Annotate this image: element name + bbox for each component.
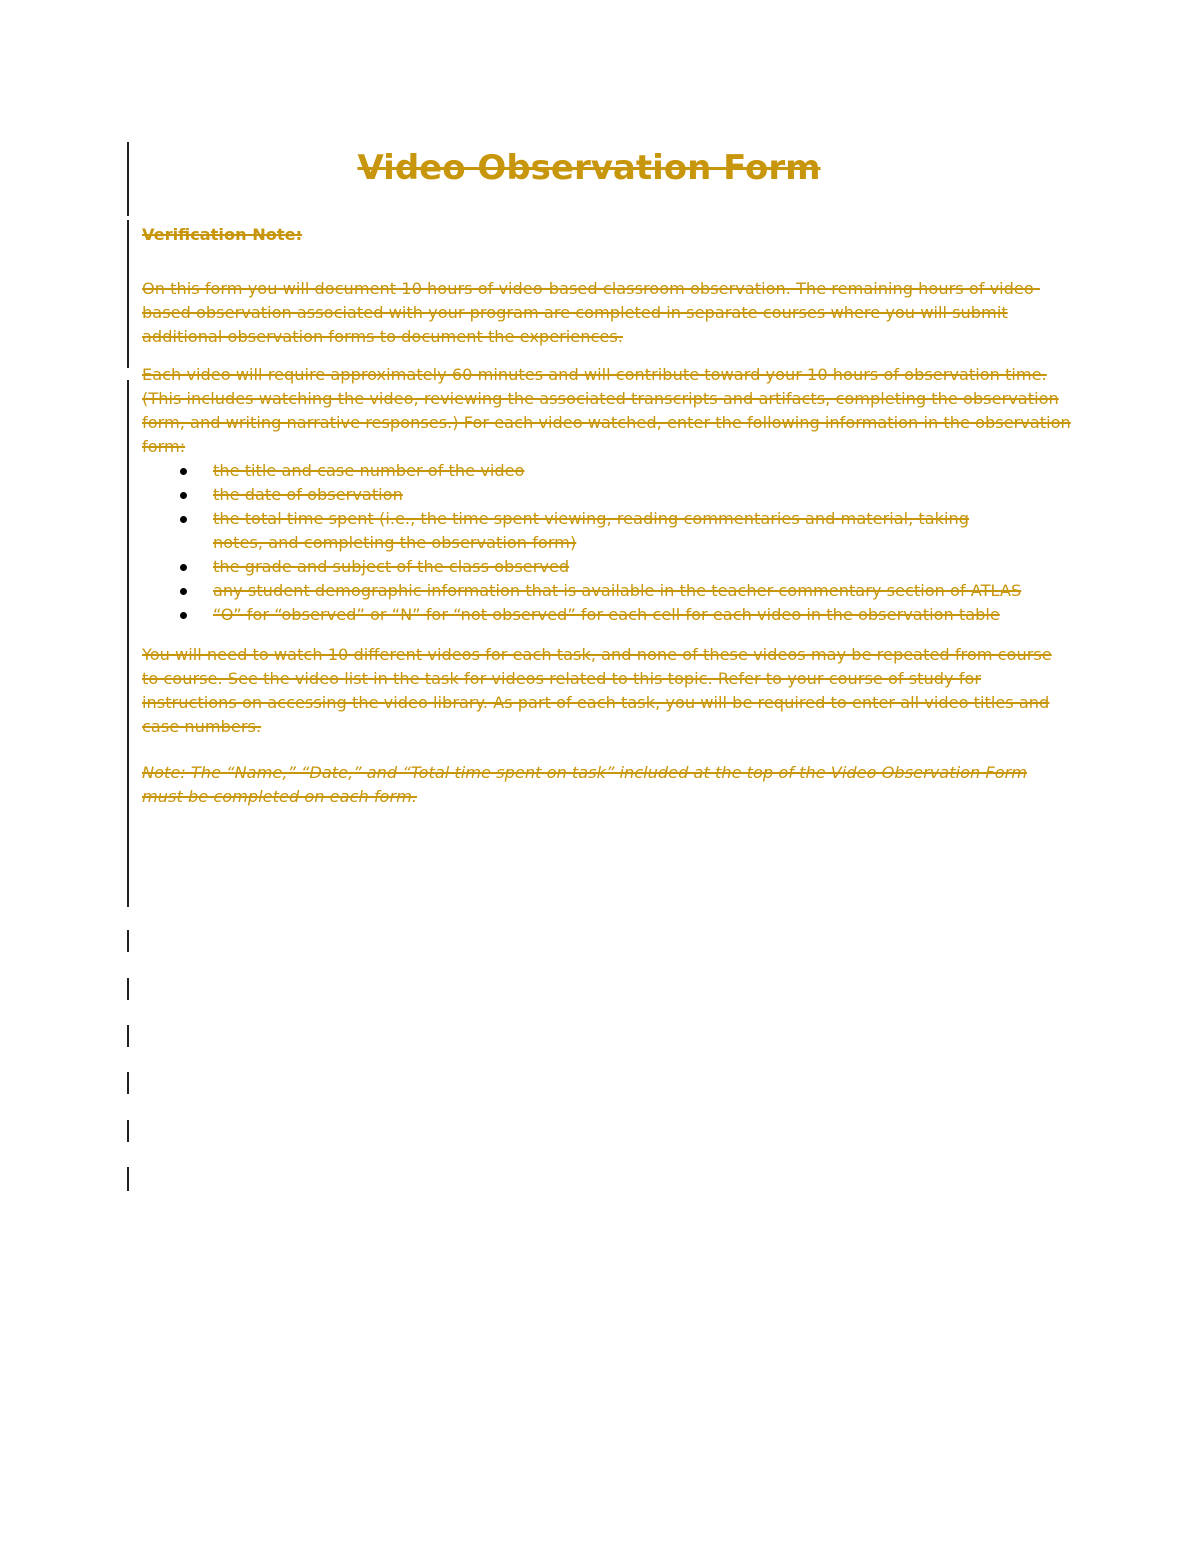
intro-paragraph: On this form you will document 10 hours of video-based classroom observation. The remaining hours of video-based observation associated with your program are completed in separate courses where you will submit additional observation forms to document the experiences. [142,279,1040,346]
verification-note-label: Verification Note: [142,225,303,244]
change-bar [127,220,129,368]
form-note-paragraph: Note: The “Name,” “Date,” and “Total time spent on task” included at the top of the Video Observation Form must be completed on each form. [142,763,1028,806]
page-title: Video Observation Form [357,148,821,188]
list-item-text: the total time spent (i.e., the time spent viewing, reading commentaries and material, taking notes, and completing the observation form) [213,509,970,552]
list-item-text: the date of observation [213,485,403,504]
list-item-text: any student demographic information that is available in the teacher commentary section of ATLAS [213,581,1022,600]
bullet-icon [180,516,187,523]
change-bar [127,1072,129,1094]
change-bar [127,930,129,952]
bullet-icon [180,564,187,571]
change-bar [127,380,129,907]
list-item [142,579,1072,603]
list-item-text: “O” for “observed” or “N” for “not observed” for each cell for each video in the observation table [213,605,1000,624]
list-item-text: the title and case number of the video [213,461,525,480]
each-video-paragraph: Each video will require approximately 60 minutes and will contribute toward your 10 hours of observation time. (This includes watching the video, reviewing the associated transcripts and artifacts, completing the observation form, and writing narrative responses.) For each video watched, enter the following information in the observation form: [142,365,1071,456]
change-bar [127,1120,129,1142]
bullet-icon [180,468,187,475]
bullet-icon [180,612,187,619]
list-item [142,483,1072,507]
bullet-icon [180,492,187,499]
list-item [142,459,1072,483]
list-item [142,507,1072,555]
list-item [142,603,1072,627]
change-bar [127,978,129,1000]
bullet-icon [180,588,187,595]
document-body [142,140,1072,809]
change-bar [127,142,129,216]
watch-videos-paragraph: You will need to watch 10 different videos for each task, and none of these videos may be repeated from course to course. See the video list in the task for videos related to this topic. Refer to your course of study for instructions on accessing the video library. As part of each task, you will be required to enter all video titles and case numbers. [142,645,1052,736]
list-item-text: the grade and subject of the class observed [213,557,570,576]
required-info-list [142,459,1072,627]
change-bar [127,1025,129,1047]
change-bar [127,1167,129,1191]
list-item [142,555,1072,579]
